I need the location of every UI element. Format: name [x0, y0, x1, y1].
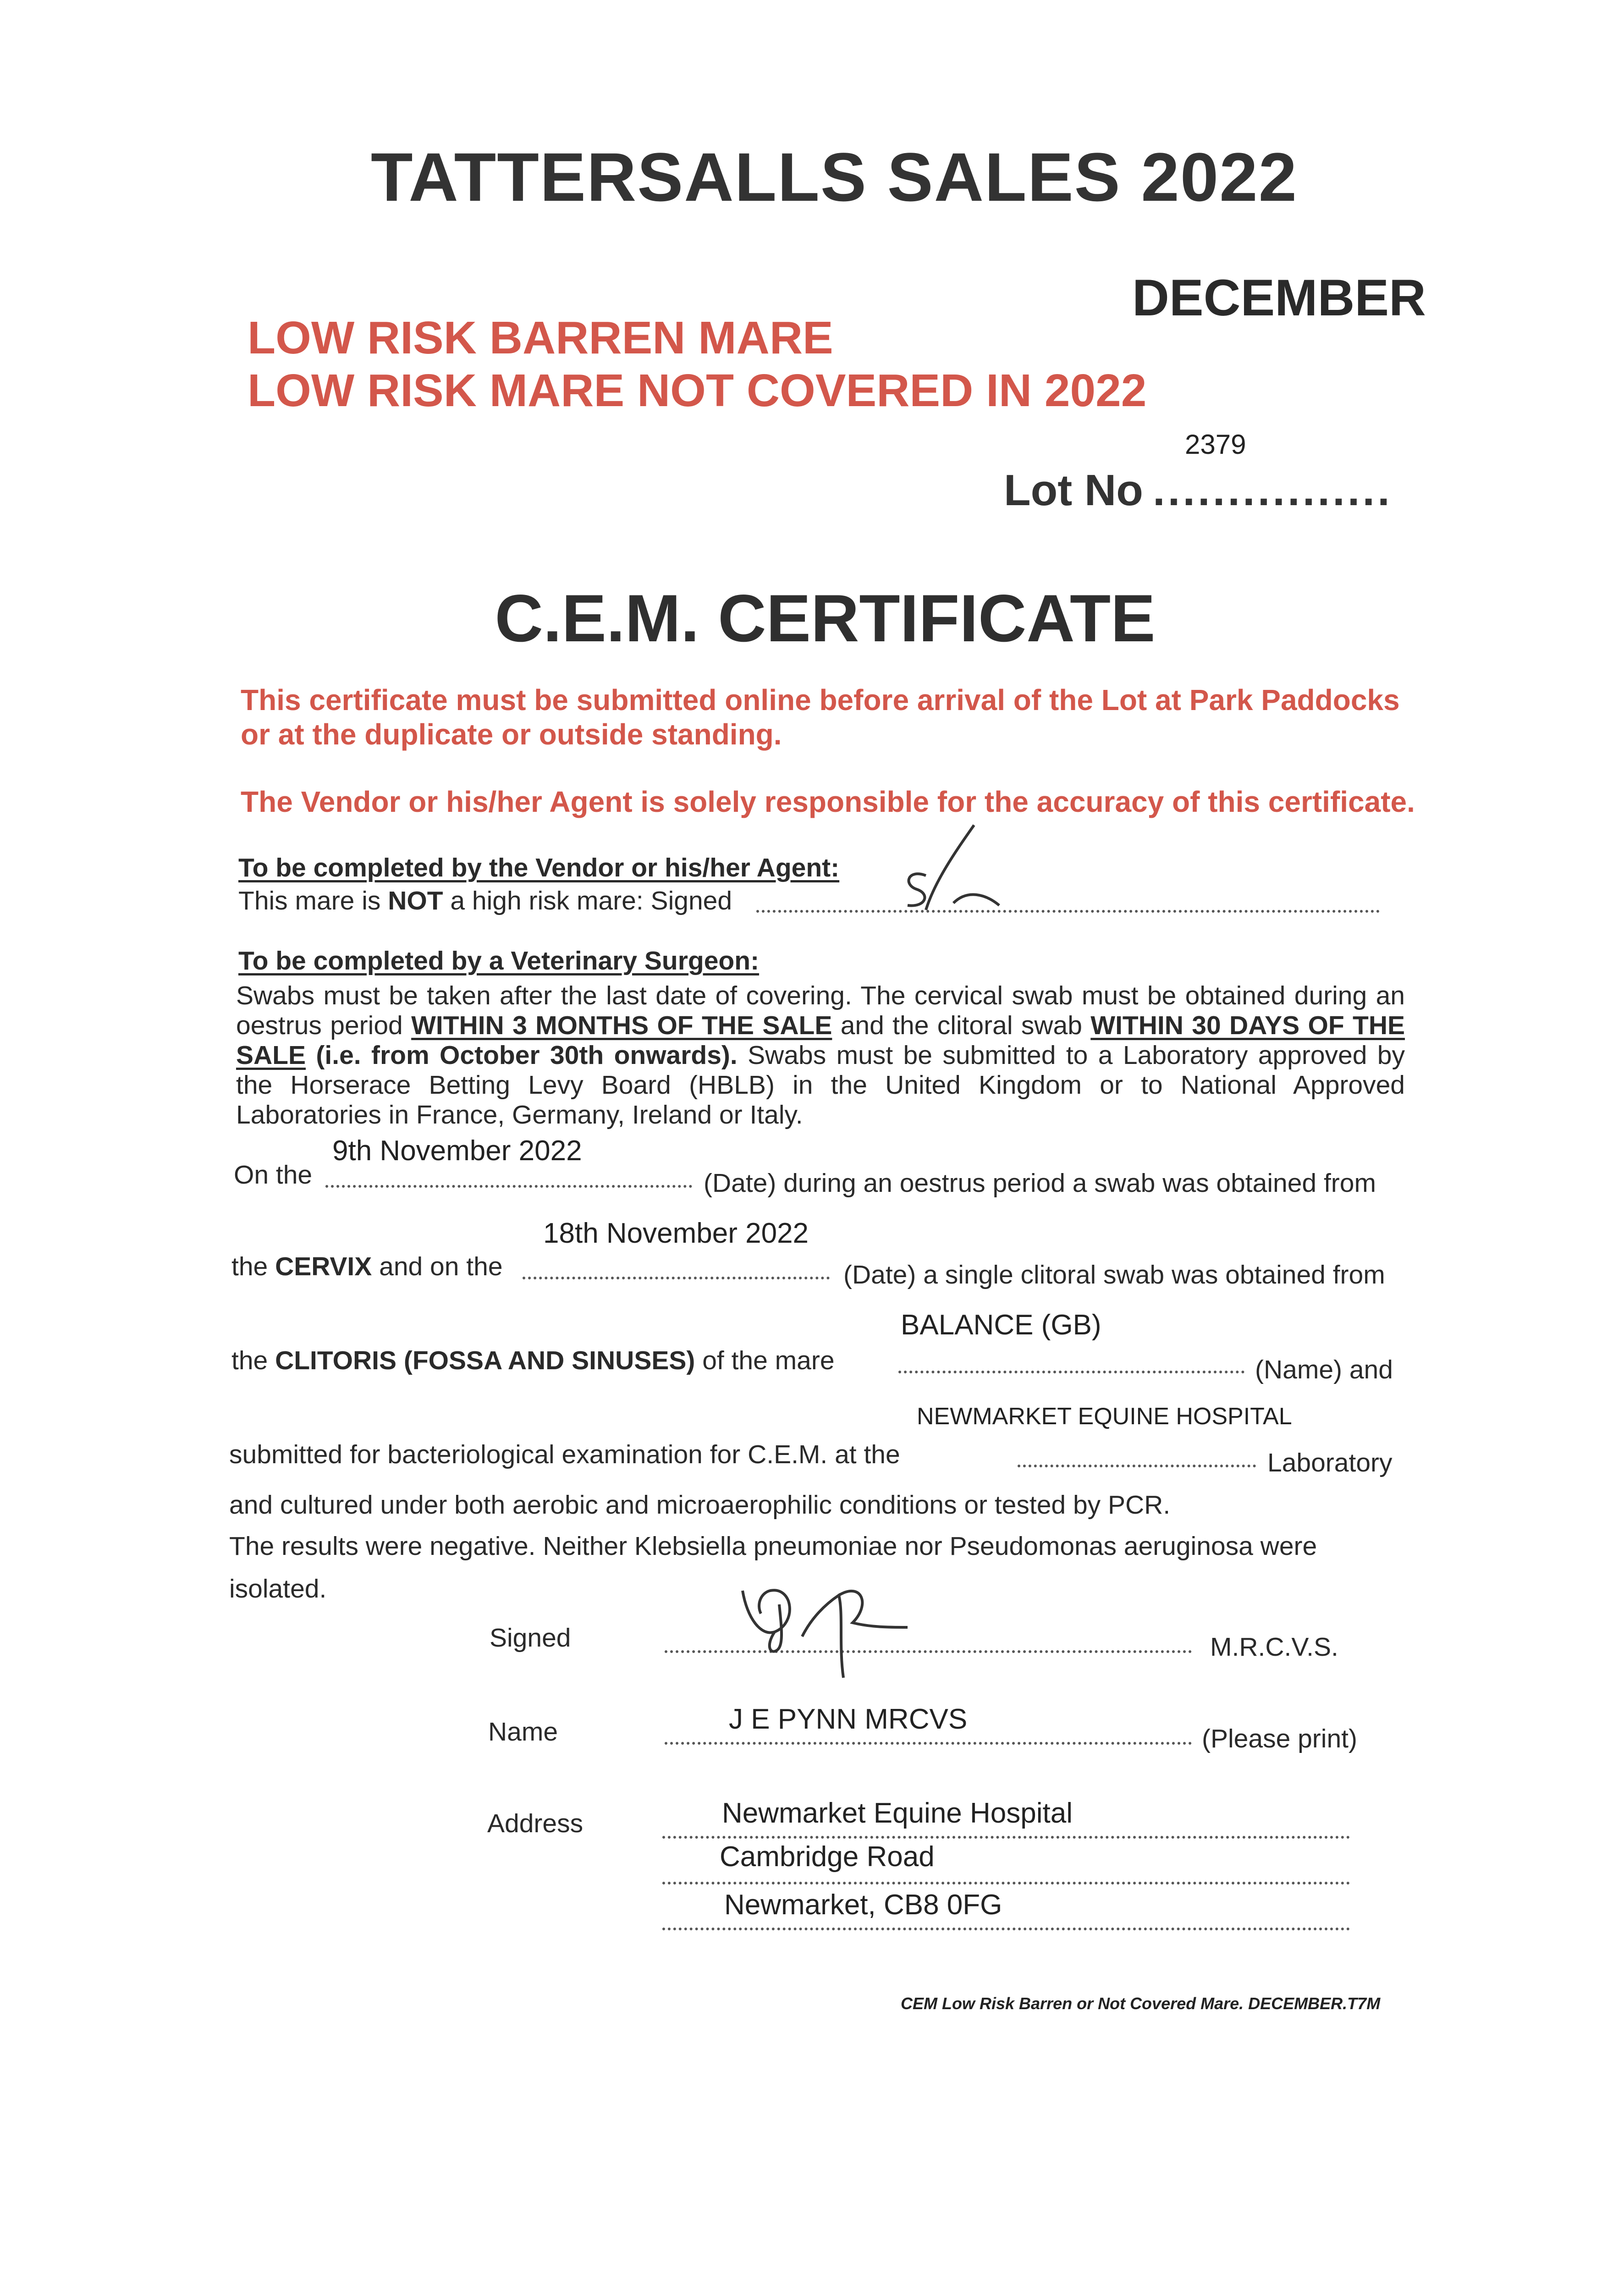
submitted-text: submitted for bacteriological examination for C.E.M. at the [229, 1440, 900, 1469]
vet-p1-u1: WITHIN 3 MONTHS OF THE SALE [411, 1011, 832, 1040]
vendor-signature-line[interactable] [756, 910, 1380, 913]
lot-dots: ................ [1153, 466, 1393, 515]
clitoris-line [231, 1345, 835, 1376]
lot-number: 2379 [1185, 429, 1246, 460]
clitoral-date: 18th November 2022 [543, 1218, 809, 1249]
notice-line-3: The Vendor or his/her Agent is solely responsible for the accuracy of this certificate. [241, 785, 1415, 818]
clitoris-post: of the mare [695, 1346, 835, 1375]
vet-name-line[interactable] [665, 1742, 1192, 1745]
address-line-2: Cambridge Road [720, 1841, 935, 1873]
vendor-statement [238, 886, 732, 916]
laboratory-line[interactable] [1018, 1465, 1256, 1467]
clitoris-pre: the [231, 1346, 275, 1375]
address-line-2-dots[interactable] [662, 1882, 1350, 1884]
vet-signature [733, 1577, 926, 1682]
laboratory-suffix: Laboratory [1267, 1448, 1393, 1477]
document-title: TATTERSALLS SALES 2022 [370, 138, 1298, 215]
vet-instructions [236, 981, 1405, 1130]
please-print: (Please print) [1202, 1724, 1357, 1753]
address-line-3: Newmarket, CB8 0FG [724, 1889, 1002, 1921]
address-line-3-dots[interactable] [662, 1928, 1350, 1930]
cervix-post: and on the [372, 1252, 503, 1281]
cervix-bold: CERVIX [275, 1252, 372, 1281]
sale-month: DECEMBER [1132, 269, 1426, 326]
address-line-1-dots[interactable] [662, 1836, 1350, 1839]
clitoral-date-line[interactable] [523, 1277, 830, 1279]
certificate-title: C.E.M. CERTIFICATE [495, 581, 1156, 656]
on-the-label: On the [234, 1160, 313, 1190]
form-code: CEM Low Risk Barren or Not Covered Mare. DECEMBER.T7M [901, 1994, 1381, 2013]
clitoris-bold: CLITORIS (FOSSA AND SINUSES) [275, 1346, 695, 1375]
name-suffix: (Name) and [1255, 1355, 1393, 1384]
cervix-pre: the [231, 1252, 275, 1281]
laboratory-name: NEWMARKET EQUINE HOSPITAL [917, 1403, 1292, 1430]
date-suffix-1: (Date) during an oestrus period a swab was obtained from [704, 1168, 1376, 1198]
vet-heading: To be completed by a Veterinary Surgeon: [238, 946, 760, 975]
qualification: M.R.C.V.S. [1210, 1632, 1338, 1662]
notice-line-2: or at the duplicate or outside standing. [241, 718, 782, 751]
date-suffix-2: (Date) a single clitoral swab was obtained from [843, 1260, 1385, 1289]
statement-pre: This mare is [238, 886, 388, 915]
mare-name-line[interactable] [898, 1371, 1244, 1373]
vendor-heading: To be completed by the Vendor or his/her Agent: [238, 853, 840, 882]
statement-bold: NOT [388, 886, 443, 915]
mare-name: BALANCE (GB) [901, 1309, 1101, 1341]
risk-line-1: LOW RISK BARREN MARE [248, 312, 833, 364]
notice-line-1: This certificate must be submitted online before arrival of the Lot at Park Paddocks [241, 683, 1400, 716]
cervical-date-line[interactable] [325, 1185, 692, 1188]
statement-post: a high risk mare: Signed [443, 886, 732, 915]
cervix-line [231, 1251, 503, 1282]
cervical-date: 9th November 2022 [332, 1135, 582, 1167]
risk-line-2: LOW RISK MARE NOT COVERED IN 2022 [248, 365, 1147, 416]
vet-p1-mid: and the clitoral swab [832, 1011, 1091, 1040]
vet-p1: Swabs must be taken after the last date of covering. The cervical swab must be obtained during an oestrus period [236, 981, 1405, 1040]
results-text: The results were negative. Neither Klebsiella pneumoniae nor Pseudomonas aeruginosa were [229, 1532, 1317, 1561]
isolated-text: isolated. [229, 1574, 327, 1603]
vet-name: J E PYNN MRCVS [729, 1703, 968, 1735]
lot-label: Lot No [1004, 466, 1143, 515]
name-label: Name [488, 1717, 558, 1747]
address-line-1: Newmarket Equine Hospital [722, 1797, 1073, 1829]
signed-label: Signed [490, 1623, 571, 1653]
vet-p1-u2: WITHIN 30 DAYS OF THE SALE [236, 1011, 1405, 1070]
vendor-signature [898, 821, 1018, 917]
address-label: Address [487, 1809, 584, 1838]
vet-p1-bold: (i.e. from October 30th onwards). [306, 1041, 738, 1070]
vet-p1-end: Swabs must be submitted to a Laboratory approved by the Horserace Betting Levy Board (HBLB) in the United Kingdom or to National Approved Laboratories in France, Germany, Ireland or Italy. [236, 1041, 1405, 1129]
cultured-text: and cultured under both aerobic and microaerophilic conditions or tested by PCR. [229, 1490, 1171, 1520]
